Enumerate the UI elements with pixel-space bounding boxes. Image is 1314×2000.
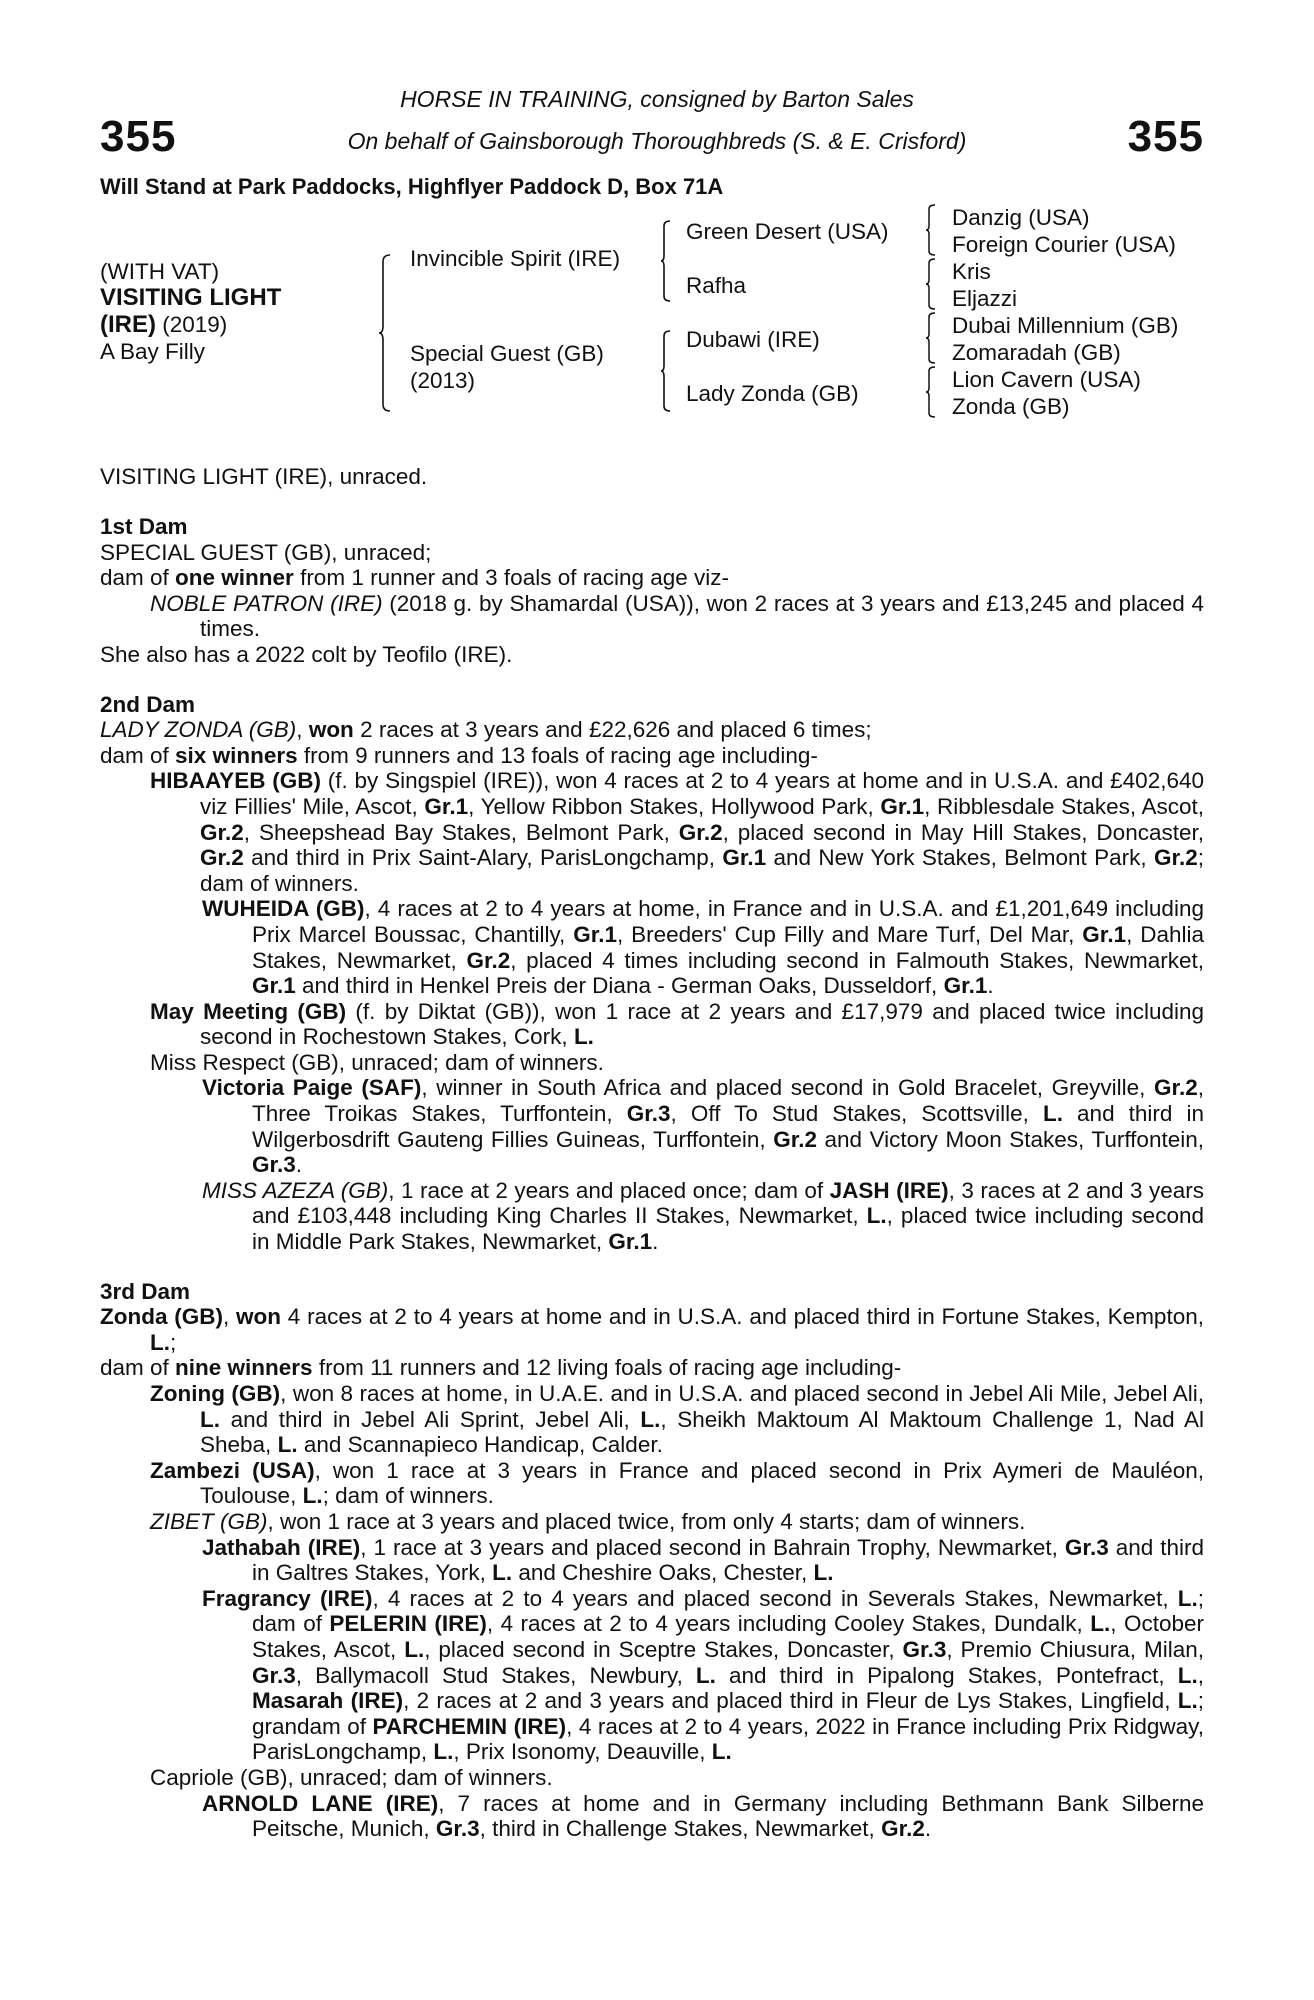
pedigree-g3-3: Kris	[952, 259, 991, 284]
pedigree-entry: dam of one winner from 1 runner and 3 foals of racing age viz-	[100, 565, 730, 591]
pedigree-brace-main	[378, 254, 392, 412]
family-sections	[100, 514, 1204, 1842]
pedigree-g3-6: Zomaradah (GB)	[952, 340, 1121, 365]
pedigree-brace-g3	[925, 312, 937, 364]
pedigree-g3-8: Zonda (GB)	[952, 394, 1070, 419]
pedigree-g3-7: Lion Cavern (USA)	[952, 367, 1141, 392]
pedigree-entry: WUHEIDA (GB), 4 races at 2 to 4 years at home, in France and in U.S.A. and £1,201,649 including Prix Marcel Boussac, Chantilly, Gr.1, Breeders' Cup Filly and Mare Turf, Del Mar, Gr.1, Dahlia Stakes, Newmarket, Gr.2, placed 4 times including second in Falmouth Stakes, Newmarket, Gr.1 and third in Henkel Preis der Diana - German Oaks, Dusseldorf, Gr.1.	[202, 896, 1204, 999]
horse-description: A Bay Filly	[100, 339, 206, 364]
pedigree-entry: Capriole (GB), unraced; dam of winners.	[150, 1764, 553, 1790]
pedigree-g3-1: Danzig (USA)	[952, 205, 1090, 230]
dam-section	[100, 514, 1204, 668]
dam-section	[100, 692, 1204, 1255]
pedigree-brace-sire	[660, 220, 672, 302]
pedigree-brace-g1	[925, 204, 937, 256]
horse-suffix-year	[100, 311, 227, 338]
race-summary: VISITING LIGHT (IRE), unraced.	[100, 464, 428, 489]
pedigree-g3-4: Eljazzi	[952, 286, 1018, 311]
pedigree-dam-dam: Lady Zonda (GB)	[686, 381, 859, 406]
pedigree-entry: MISS AZEZA (GB), 1 race at 2 years and placed once; dam of JASH (IRE), 3 races at 2 and 3 years and £103,448 including King Charles II Stakes, Newmarket, L., placed twice including second in Middle Park Stakes, Newmarket, Gr.1.	[202, 1177, 1205, 1255]
pedigree-entry: She also has a 2022 colt by Teofilo (IRE).	[100, 641, 513, 667]
lot-number-left: 355	[100, 112, 177, 161]
pedigree-entry: dam of six winners from 9 runners and 13 foals of racing age including-	[100, 742, 818, 768]
vat-label: (WITH VAT)	[100, 259, 220, 284]
dam-section-heading: 2nd Dam	[100, 691, 196, 717]
pedigree-entry: Zambezi (USA), won 1 race at 3 years in France and placed second in Prix Aymeri de Mauléon, Toulouse, L.; dam of winners.	[150, 1457, 1204, 1509]
dam-section-heading: 3rd Dam	[100, 1278, 191, 1304]
pedigree-dam-year: (2013)	[410, 368, 476, 393]
pedigree-entry: May Meeting (GB) (f. by Diktat (GB)), won 1 race at 2 years and £17,979 and placed twice including second in Rochestown Stakes, Cork, L.	[150, 998, 1204, 1050]
pedigree-entry: SPECIAL GUEST (GB), unraced;	[100, 539, 432, 565]
pedigree-dam: Special Guest (GB)	[410, 341, 604, 366]
pedigree-g3-2: Foreign Courier (USA)	[952, 232, 1176, 257]
horse-name: VISITING LIGHT	[100, 284, 282, 311]
pedigree-brace-g4	[925, 366, 937, 418]
on-behalf-line: On behalf of Gainsborough Thoroughbreds (S. & E. Crisford)	[347, 128, 967, 154]
pedigree-entry: ZIBET (GB), won 1 race at 3 years and placed twice, from only 4 starts; dam of winners.	[150, 1508, 1026, 1534]
stand-location: Will Stand at Park Paddocks, Highflyer Paddock D, Box 71A	[100, 174, 724, 199]
pedigree-entry: Miss Respect (GB), unraced; dam of winners.	[150, 1049, 604, 1075]
pedigree-g3-5: Dubai Millennium (GB)	[952, 313, 1179, 338]
pedigree-entry: LADY ZONDA (GB), won 2 races at 3 years and £22,626 and placed 6 times;	[100, 717, 872, 743]
pedigree-entry: Fragrancy (IRE), 4 races at 2 to 4 years and placed second in Severals Stakes, Newmarket, L.; dam of PELERIN (IRE), 4 races at 2 to 4 years including Cooley Stakes, Dundalk, L., October Stakes, Ascot, L., placed second in Sceptre Stakes, Doncaster, Gr.3, Premio Chiusura, Milan, Gr.3, Ballymacoll Stud Stakes, Newbury, L. and third in Pipalong Stakes, Pontefract, L., Masarah (IRE), 2 races at 2 and 3 years and placed third in Fleur de Lys Stakes, Lingfield, L.; grandam of PARCHEMIN (IRE), 4 races at 2 to 4 years, 2022 in France including Prix Ridgway, ParisLongchamp, L., Prix Isonomy, Deauville, L.	[202, 1585, 1205, 1765]
consignor-line: HORSE IN TRAINING, consigned by Barton Sales	[400, 86, 914, 112]
pedigree-entry: Jathabah (IRE), 1 race at 3 years and placed second in Bahrain Trophy, Newmarket, Gr.3 and third in Galtres Stakes, York, L. and Cheshire Oaks, Chester, L.	[202, 1534, 1205, 1586]
pedigree-entry: Victoria Paige (SAF), winner in South Africa and placed second in Gold Bracelet, Greyville, Gr.2, Three Troikas Stakes, Turffontein, Gr.3, Off To Stud Stakes, Scottsville, L. and third in Wilgerbosdrift Gauteng Fillies Guineas, Turffontein, Gr.2 and Victory Moon Stakes, Turffontein, Gr.3.	[202, 1075, 1205, 1178]
pedigree-sire-sire: Green Desert (USA)	[686, 219, 889, 244]
lot-number-right: 355	[1127, 112, 1204, 161]
pedigree-sire: Invincible Spirit (IRE)	[410, 246, 621, 271]
pedigree-entry: ARNOLD LANE (IRE), 7 races at home and in Germany including Bethmann Bank Silberne Peitsche, Munich, Gr.3, third in Challenge Stakes, Newmarket, Gr.2.	[202, 1790, 1204, 1842]
dam-section-heading: 1st Dam	[100, 514, 188, 539]
pedigree-brace-g2	[925, 258, 937, 310]
pedigree-dam-sire: Dubawi (IRE)	[686, 327, 820, 352]
pedigree-entry: HIBAAYEB (GB) (f. by Singspiel (IRE)), won 4 races at 2 to 4 years at home and in U.S.A. and £402,640 viz Fillies' Mile, Ascot, Gr.1, Yellow Ribbon Stakes, Hollywood Park, Gr.1, Ribblesdale Stakes, Ascot, Gr.2, Sheepshead Bay Stakes, Belmont Park, Gr.2, placed second in May Hill Stakes, Doncaster, Gr.2 and third in Prix Saint-Alary, ParisLongchamp, Gr.1 and New York Stakes, Belmont Park, Gr.2; dam of winners.	[150, 768, 1204, 896]
horse-country: (IRE)	[100, 311, 156, 338]
pedigree-entry: Zoning (GB), won 8 races at home, in U.A.E. and in U.S.A. and placed second in Jebel Ali Mile, Jebel Ali, L. and third in Jebel Ali Sprint, Jebel Ali, L., Sheikh Maktoum Al Maktoum Challenge 1, Nad Al Sheba, L. and Scannapieco Handicap, Calder.	[150, 1381, 1204, 1458]
pedigree-entry: dam of nine winners from 11 runners and 12 living foals of racing age including-	[100, 1355, 902, 1381]
pedigree-entry: Zonda (GB), won 4 races at 2 to 4 years at home and in U.S.A. and placed third in Fortune Stakes, Kempton, L.;	[100, 1304, 1204, 1355]
pedigree-entry: NOBLE PATRON (IRE) (2018 g. by Shamardal (USA)), won 2 races at 3 years and £13,245 and placed 4 times.	[150, 590, 1204, 642]
dam-section	[100, 1279, 1204, 1842]
pedigree-brace-dam	[660, 330, 672, 412]
horse-foaled-year: (2019)	[156, 312, 228, 337]
pedigree-sire-dam: Rafha	[686, 273, 747, 298]
